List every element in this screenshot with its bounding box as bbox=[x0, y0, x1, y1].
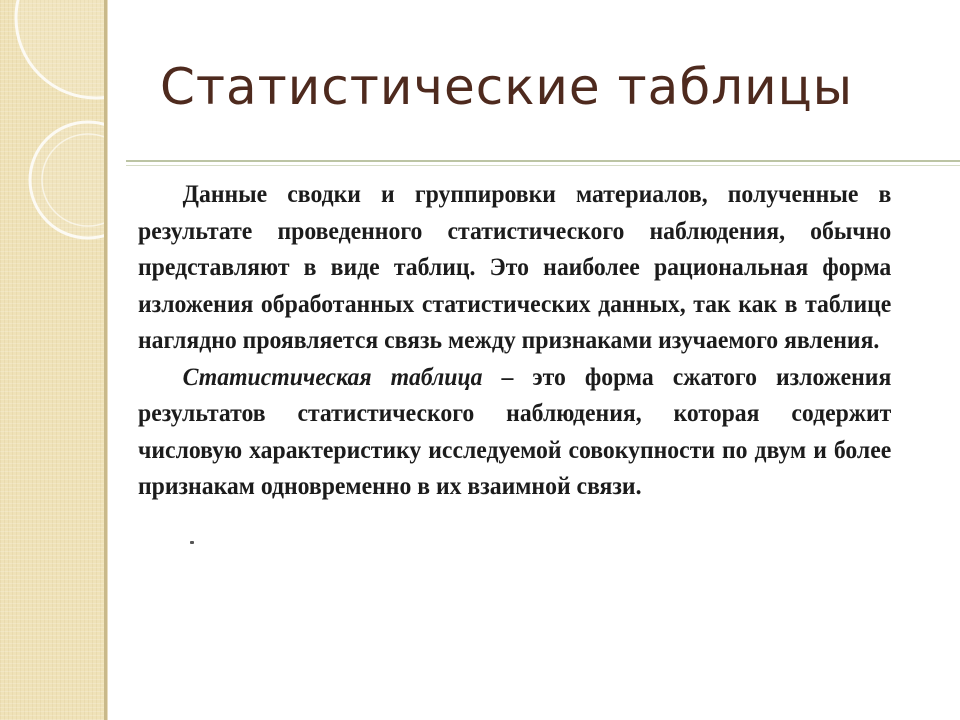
title-underline bbox=[126, 160, 960, 162]
decorative-rings bbox=[0, 0, 108, 260]
definition-term: Статистическая таблица bbox=[182, 361, 483, 391]
stray-mark bbox=[190, 541, 194, 544]
paragraph-1: Данные сводки и группировки материалов, полученные в результате проведенного статистического наблюдения, обычно представляют в виде таблиц. Это наиболее рациональная форма изложения обработанных статистических данных, так как в таблице наглядно проявляется связь между признаками изучаемого явления. bbox=[138, 179, 892, 354]
paragraph-2 bbox=[138, 359, 891, 505]
slide-title: Статистические таблицы bbox=[160, 58, 854, 116]
panel-divider-highlight bbox=[107, 0, 108, 720]
definition-text: – это форма сжатого изложения результатов статистического наблюдения, которая содержит числовую характеристику исследуемой совокупности по двум и более признакам одновременно в их взаимной связи. bbox=[138, 361, 892, 500]
slide-body bbox=[138, 176, 891, 505]
title-underline-secondary bbox=[126, 165, 960, 166]
